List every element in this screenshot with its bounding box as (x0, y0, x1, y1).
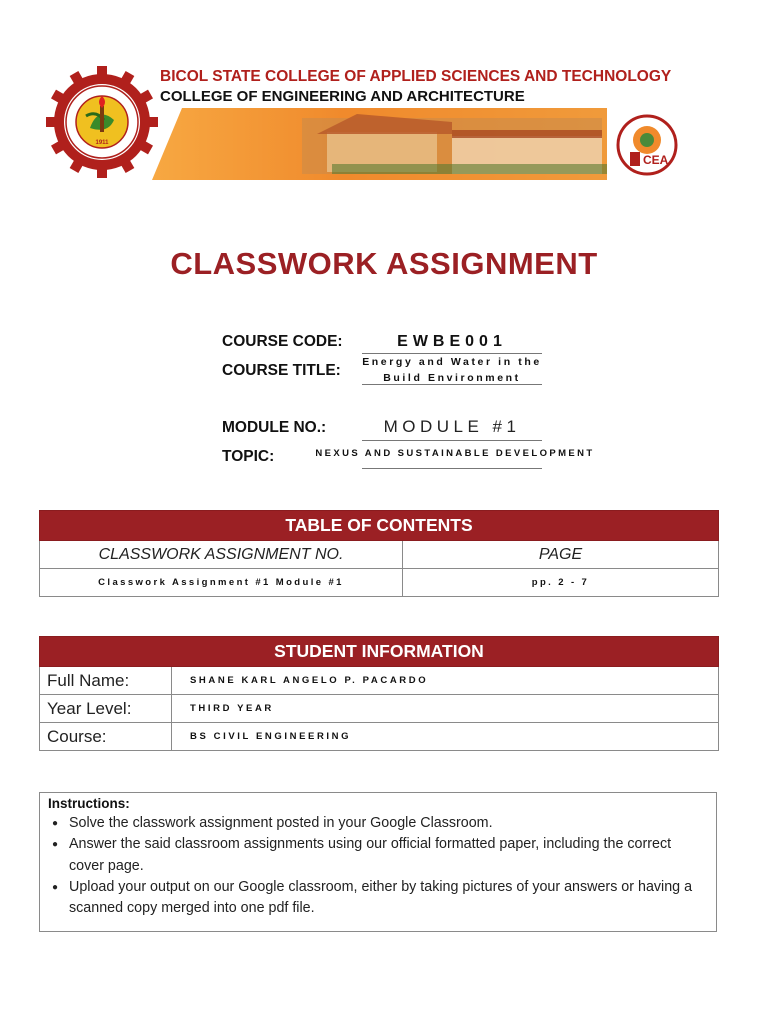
page-title: CLASSWORK ASSIGNMENT (170, 246, 598, 281)
module-no-label: MODULE NO.: (222, 419, 327, 436)
toc-assignment-cell: Classwork Assignment #1 Module #1 (40, 569, 403, 597)
module-no-underline (362, 440, 542, 441)
toc-page-cell: pp. 2 - 7 (403, 569, 719, 597)
list-item: ● Solve the classwork assignment posted in your Google Classroom. (48, 813, 708, 834)
svg-text:1911: 1911 (95, 140, 109, 146)
table-row (40, 667, 719, 695)
instructions-title: Instructions: (48, 796, 130, 811)
full-name-label: Full Name: (40, 667, 172, 695)
course-code-underline (362, 353, 542, 354)
year-level-value: THIRD YEAR (172, 695, 719, 723)
topic-underline (362, 468, 542, 469)
topic-label: TOPIC: (222, 448, 275, 465)
course-title-line1: Energy and Water in the (362, 356, 542, 368)
instructions-list (48, 813, 708, 919)
student-information-table (39, 636, 719, 751)
cea-logo-text: CEA (643, 153, 669, 167)
course-value: BS CIVIL ENGINEERING (172, 723, 719, 751)
table-row (40, 695, 719, 723)
toc-column-page: PAGE (403, 541, 719, 569)
table-row (40, 569, 719, 597)
college-seal-logo (46, 66, 158, 178)
topic-value: NEXUS AND SUSTAINABLE DEVELOPMENT (315, 448, 595, 459)
student-info-heading: STUDENT INFORMATION (40, 637, 719, 667)
toc-column-assignment: CLASSWORK ASSIGNMENT NO. (40, 541, 403, 569)
list-item: ● Upload your output on our Google classroom, either by taking pictures of your answers or having a scanned copy merged into one pdf file. (48, 877, 708, 920)
course-label: Course: (40, 723, 172, 751)
table-of-contents (39, 510, 719, 597)
list-item: ● Answer the said classroom assignments using our official formatted paper, including the correct cover page. (48, 834, 708, 877)
full-name-value: SHANE KARL ANGELO P. PACARDO (172, 667, 719, 695)
course-title-underline (362, 384, 542, 385)
course-title-label: COURSE TITLE: (222, 362, 341, 379)
school-name: BICOL STATE COLLEGE OF APPLIED SCIENCES AND TECHNOLOGY (160, 68, 672, 85)
year-level-label: Year Level: (40, 695, 172, 723)
course-title-line2: Build Environment (383, 372, 521, 384)
course-code-label: COURSE CODE: (222, 333, 343, 350)
course-code-value: EWBE001 (397, 333, 507, 350)
cea-logo (616, 114, 678, 176)
toc-heading: TABLE OF CONTENTS (40, 511, 719, 541)
module-no-value: MODULE #1 (383, 417, 521, 436)
instructions-box (39, 792, 717, 932)
table-row (40, 723, 719, 751)
college-name: COLLEGE OF ENGINEERING AND ARCHITECTURE (160, 88, 525, 105)
